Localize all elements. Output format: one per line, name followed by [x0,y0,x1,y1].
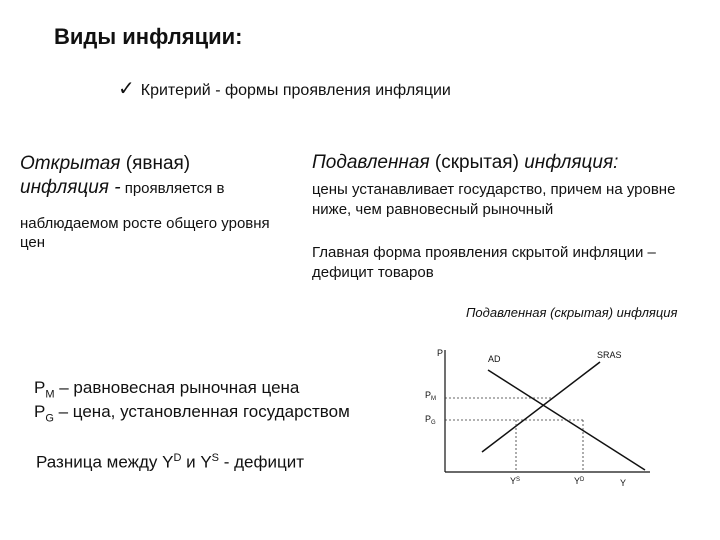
demand-label: AD [488,354,501,364]
pg-axis-label-sub: G [431,420,436,426]
open-title-italic-1: Открытая [20,153,121,174]
legend-pg-text: – цена, установленная государством [53,402,350,421]
checkmark-icon: ✓ [118,78,135,100]
ys-axis-label-sup: S [516,477,521,483]
ys-axis-label-main: Y [510,476,517,486]
sup-title-italic-2: инфляция: [524,152,619,173]
page-title: Виды инфляции: [54,24,243,49]
legend-diff-text-1: Разница между Y [36,452,174,472]
legend-pg-symbol: P [34,402,46,421]
sup-title-plain: (скрытая) [429,152,525,173]
pm-axis-label [425,390,436,402]
legend-pm-text: – равновесная рыночная цена [54,378,300,397]
supply-label: SRAS [597,350,622,360]
suppressed-inflation-text-1: цены устанавливает государство, причем на уровне ниже, чем равновесный рыночный [312,181,676,218]
criterion-text: Критерий - формы проявления инфляции [140,82,451,99]
open-inflation-body: наблюдаемом росте общего уровня цен [20,215,270,251]
pg-axis-label [425,414,436,426]
legend-diff-sup-2: S [211,452,220,464]
pm-axis-label-sub: M [431,396,437,402]
open-title-italic-2: инфляция - [20,177,121,198]
ys-axis-label [510,476,520,486]
legend-diff-text-2: и Y [181,452,212,472]
legend-diff-text-3: - дефицит [219,452,304,472]
yd-axis-label [574,476,585,486]
legend-diff-sup-1: D [173,452,182,464]
y-axis-label: P [437,348,444,358]
pm-axis-label-main: P [425,390,432,400]
legend-pg-sub: G [45,412,54,425]
legend-pm-symbol: P [34,378,46,397]
yd-axis-label-main: Y [574,476,581,486]
pg-axis-label-main: P [425,414,432,424]
open-title-plain: (явная) [120,153,191,174]
supply-curve-sras [482,362,600,452]
yd-axis-label-sup: D [580,477,585,483]
x-axis-label: Y [620,478,627,488]
suppressed-inflation-text-2: Главная форма проявления скрытой инфляции – дефицит товаров [312,244,656,281]
legend-pm-sub: M [45,388,55,401]
open-title-lead: проявляется в [120,180,225,197]
figure-caption: Подавленная (скрытая) инфляция [466,305,678,320]
sup-title-italic-1: Подавленная [312,152,430,173]
